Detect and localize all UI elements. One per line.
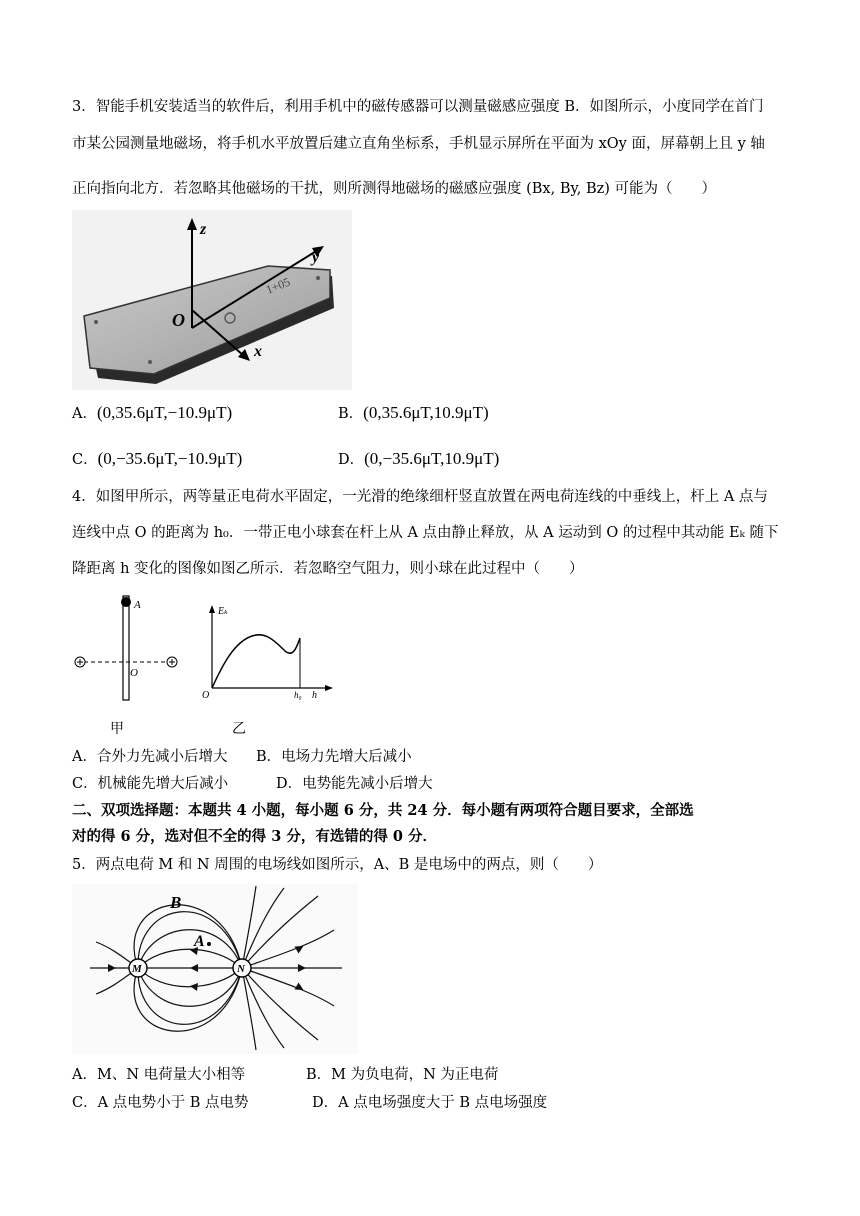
q5-option-b[interactable]: B．M 为负电荷，N 为正电荷 [306, 1067, 499, 1083]
point-a-label: A [194, 933, 205, 950]
option-letter: B． [338, 406, 364, 422]
q4-option-b[interactable]: B．电场力先增大后减小 [256, 749, 412, 765]
q4-text-line-3: 降距离 h 变化的图像如图乙所示．若忽略空气阻力，则小球在此过程中（ ） [72, 561, 584, 577]
option-value: (0,35.6μT,10.9μT) [363, 403, 489, 422]
q4-option-c[interactable]: C．机械能先增大后减小 [72, 776, 229, 792]
q4-text-line-2: 连线中点 O 的距离为 h₀．一带正电小球套在杆上从 A 点由静止释放，从 A 运动到 O 的过程中其动能 Eₖ 随下 [72, 525, 779, 541]
option-letter: A． [72, 406, 97, 422]
q3-text-line-3: 正向指向北方．若忽略其他磁场的干扰，则所测得地磁场的磁感应强度 (Bx, By, Bz) 可能为（ ） [72, 181, 717, 197]
insulating-rod [123, 596, 129, 700]
charged-ball [121, 597, 131, 607]
origin-label: O [172, 310, 185, 330]
phone-label-mark: 1+05 [263, 274, 293, 297]
q4-text-line-1: 4．如图甲所示，两等量正电荷水平固定，一光滑的绝缘细杆竖直放置在两电荷连线的中垂线上，杆上 A 点与 [72, 489, 768, 505]
ek-axis-label: Eₖ [218, 606, 228, 617]
figure-background [72, 884, 358, 1054]
caption-jia: 甲 [110, 721, 124, 737]
q4-option-a[interactable]: A．合外力先减小后增大 [72, 749, 228, 765]
h0-label: h₀ [294, 690, 302, 700]
figure-yi [200, 600, 340, 704]
origin-label: O [202, 690, 210, 701]
ek-curve [212, 635, 300, 688]
charge-m-label: M [132, 963, 142, 975]
q4-option-d[interactable]: D．电势能先减小后增大 [276, 776, 433, 792]
q3-option-a[interactable] [72, 402, 232, 425]
q3-option-c[interactable] [72, 448, 242, 471]
field-lines-figure [72, 884, 358, 1054]
point-b-label: B [170, 893, 182, 912]
point-o-label: O [130, 667, 138, 679]
caption-yi: 乙 [232, 721, 246, 737]
option-value: (0,35.6μT,−10.9μT) [96, 403, 233, 422]
option-letter: D． [338, 452, 365, 468]
x-axis-label: x [254, 343, 262, 360]
q5-text-line-1: 5．两点电荷 M 和 N 周围的电场线如图所示，A、B 是电场中的两点，则（ ） [72, 857, 603, 873]
q3-option-b[interactable] [338, 402, 489, 425]
figure-jia [72, 588, 182, 708]
h-axis-arrow-icon [325, 685, 333, 691]
option-value: (0,−35.6μT,−10.9μT) [97, 449, 243, 468]
phone-screw-icon [148, 360, 152, 364]
y-axis-label: y [312, 249, 320, 266]
phone-figure [72, 210, 352, 390]
option-letter: C． [72, 452, 98, 468]
q5-option-a[interactable]: A．M、N 电荷量大小相等 [72, 1067, 246, 1083]
option-value: (0,−35.6μT,10.9μT) [364, 449, 500, 468]
q5-option-d[interactable]: D．A 点电场强度大于 B 点电场强度 [312, 1095, 548, 1111]
section-2-heading-line-1: 二、双项选择题：本题共 4 小题，每小题 6 分，共 24 分．每小题有两项符合题目要求，全部选 [72, 802, 694, 819]
q5-option-c[interactable]: C．A 点电势小于 B 点电势 [72, 1095, 249, 1111]
q3-option-d[interactable] [338, 448, 499, 471]
z-axis-label: z [200, 221, 207, 238]
q3-text-line-2: 市某公园测量地磁场，将手机水平放置后建立直角坐标系，手机显示屏所在平面为 xOy 面，屏幕朝上且 y 轴 [72, 136, 765, 152]
point-a-label: A [134, 599, 141, 611]
section-2-heading-line-2: 对的得 6 分，选对但不全的得 3 分，有选错的得 0 分． [72, 828, 438, 845]
q3-text-line-1: 3．智能手机安装适当的软件后，利用手机中的磁传感器可以测量磁感应强度 B．如图所示，小度同学在首门 [72, 99, 764, 115]
h-axis-label: h [312, 690, 317, 701]
phone-screw-icon [316, 276, 320, 280]
phone-screw-icon [94, 320, 98, 324]
ek-axis-arrow-icon [209, 605, 215, 613]
point-a-dot [207, 942, 211, 946]
charge-n-label: N [237, 963, 245, 975]
